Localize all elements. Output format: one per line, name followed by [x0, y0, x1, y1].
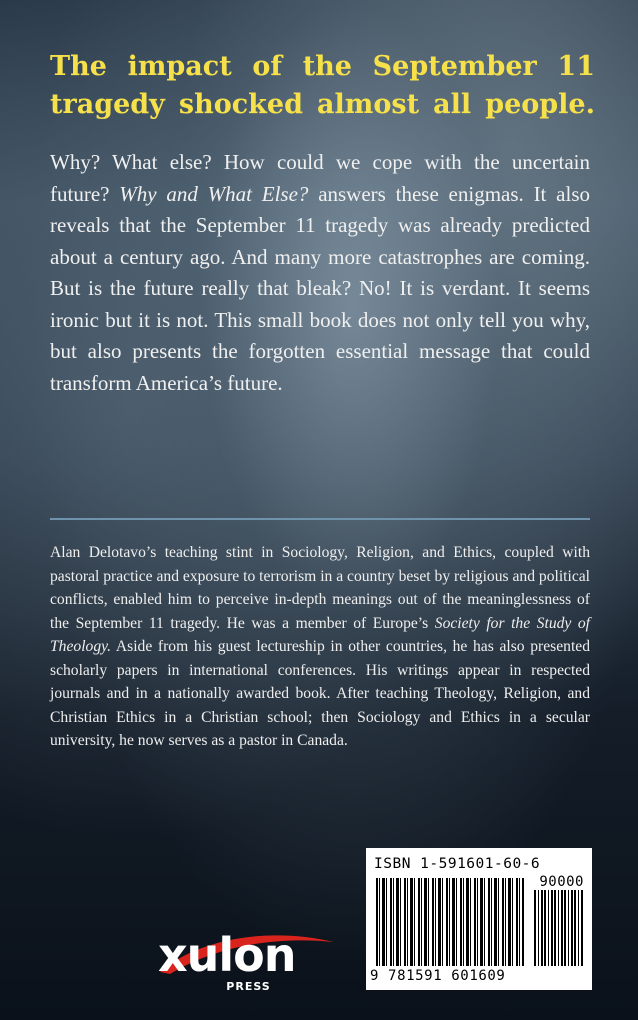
headline-line-2: tragedy shocked almost all people. [50, 89, 595, 120]
ean-barcode-bars [376, 878, 524, 966]
blurb-paragraph [50, 147, 590, 399]
bio-text-1: Alan Delotavo’s teaching stint in Sociology, Religion, and Ethics, coupled with pastoral practice and exposure to terrorism in a country beset by religious and political conflicts, enabled him to perceive in-depth meanings out of the meaninglessness of the September 11 tragedy. He was a member of Europe’s [50, 544, 590, 632]
blurb-text-2: answers these enigmas. It also reveals that the September 11 tragedy was already predicted about a century ago. And many more catastrophes are coming. But is the future really that bleak? No! It is verdant. It seems ironic but it is not. This small book does not only tell you why, but also presents the forgotten essential message that could transform America’s future. [50, 181, 591, 395]
logo-press-label: PRESS [226, 980, 271, 993]
section-divider [50, 518, 590, 520]
ean-digits: 9 781591 601609 [370, 968, 506, 984]
book-title-italic: Why and What Else? [119, 181, 309, 206]
headline-line-1: The impact of the September 11 [50, 51, 595, 82]
headline [50, 48, 595, 124]
author-bio [50, 541, 590, 753]
addon-barcode-bars [534, 890, 584, 966]
publisher-logo [156, 922, 341, 1002]
isbn-label: ISBN 1-591601-60-6 [374, 856, 541, 872]
isbn-barcode [366, 848, 592, 990]
bio-text-2: Aside from his guest lectureship in other countries, he has also presented scholarly papers in international conferences. His writings appear in respected journals and in a nationally awarded book. After teaching Theology, Religion, and Christian Ethics in a Christian school; then Sociology and Ethics in a secular university, he now serves as a pastor in Canada. [50, 638, 590, 749]
society-name-italic: Society for the Study of Theology. [50, 614, 591, 655]
price-code: 90000 [539, 874, 584, 890]
logo-wordmark: xulon [158, 928, 296, 982]
blurb-text-1: Why? What else? How could we cope with the uncertain future? [50, 150, 590, 206]
